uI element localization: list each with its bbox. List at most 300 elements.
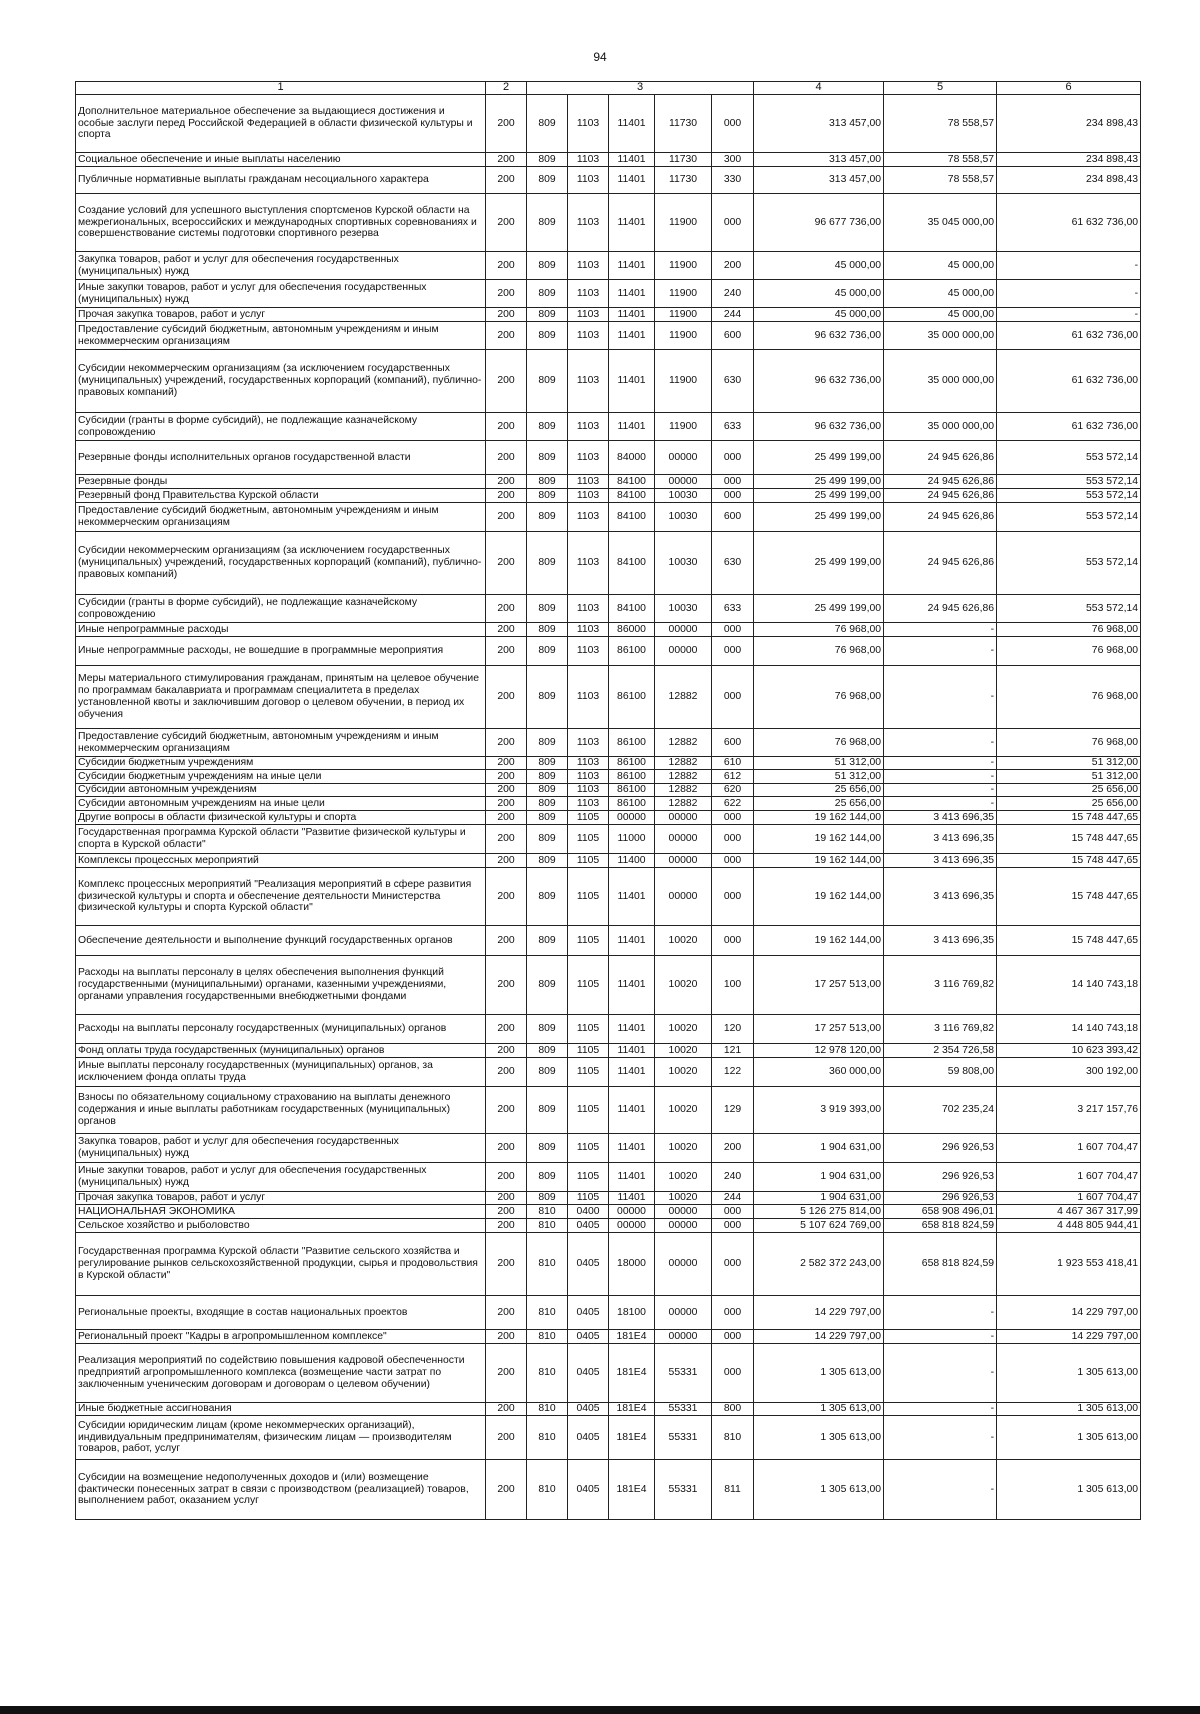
- row-code-section: 1103: [568, 280, 609, 308]
- row-code-program: 00000: [609, 1219, 655, 1233]
- row-code-expense-type: 000: [712, 854, 754, 868]
- row-value-executed: 59 808,00: [884, 1058, 997, 1087]
- row-code-chapter: 200: [486, 854, 527, 868]
- table-row: [76, 1296, 1141, 1330]
- row-name: Субсидии (гранты в форме субсидий), не подлежащие казначейскому сопровождению: [76, 595, 486, 623]
- table-row: [76, 1134, 1141, 1163]
- row-value-executed: 24 945 626,86: [884, 489, 997, 503]
- row-value-plan: 25 656,00: [754, 797, 884, 811]
- row-value-plan: 25 499 199,00: [754, 595, 884, 623]
- row-code-ministry: 809: [527, 1134, 568, 1163]
- row-code-ministry: 809: [527, 322, 568, 350]
- row-name: Субсидии некоммерческим организациям (за исключением государственных (муниципальных) учреждений, государственных корпораций (компаний), публично-правовых компаний): [76, 532, 486, 595]
- row-code-ministry: 809: [527, 1192, 568, 1205]
- row-name: Субсидии некоммерческим организациям (за исключением государственных (муниципальных) учреждений, государственных корпораций (компаний), публично-правовых компаний): [76, 350, 486, 413]
- row-code-program: 11401: [609, 1058, 655, 1087]
- row-code-ministry: 809: [527, 1163, 568, 1192]
- row-code-expense-type: 200: [712, 252, 754, 280]
- row-value-plan: 2 582 372 243,00: [754, 1233, 884, 1296]
- table-row: [76, 1233, 1141, 1296]
- row-name: Комплекс процессных мероприятий "Реализация мероприятий в сфере развития физической культуры и спорта и обеспечение деятельности Министерства физической культуры и спорта Курской области": [76, 868, 486, 926]
- row-code-ministry: 809: [527, 1058, 568, 1087]
- row-name: Государственная программа Курской области "Развитие сельского хозяйства и регулирование рынков сельскохозяйственной продукции, сырья и продовольствия в Курской области": [76, 1233, 486, 1296]
- row-code-ministry: 809: [527, 825, 568, 854]
- row-code-expense-type: 633: [712, 413, 754, 441]
- row-code-direction: 10020: [655, 1163, 712, 1192]
- row-value-executed: 3 413 696,35: [884, 868, 997, 926]
- row-value-executed: 35 000 000,00: [884, 322, 997, 350]
- row-value-remainder: 61 632 736,00: [997, 322, 1141, 350]
- row-code-chapter: 200: [486, 1163, 527, 1192]
- row-value-plan: 96 632 736,00: [754, 350, 884, 413]
- table-row: [76, 322, 1141, 350]
- row-code-chapter: 200: [486, 350, 527, 413]
- row-value-plan: 14 229 797,00: [754, 1330, 884, 1344]
- row-code-expense-type: 000: [712, 868, 754, 926]
- row-name: Публичные нормативные выплаты гражданам несоциального характера: [76, 167, 486, 194]
- row-code-chapter: 200: [486, 489, 527, 503]
- row-code-direction: 10020: [655, 1058, 712, 1087]
- table-row: [76, 595, 1141, 623]
- row-code-ministry: 809: [527, 757, 568, 770]
- row-code-expense-type: 620: [712, 784, 754, 797]
- row-code-chapter: 200: [486, 1015, 527, 1044]
- table-row: [76, 1330, 1141, 1344]
- row-value-remainder: -: [997, 308, 1141, 322]
- row-name: Субсидии бюджетным учреждениям: [76, 757, 486, 770]
- row-code-direction: 55331: [655, 1460, 712, 1520]
- row-code-section: 1103: [568, 770, 609, 784]
- table-row: [76, 637, 1141, 666]
- row-value-executed: 35 000 000,00: [884, 413, 997, 441]
- row-code-program: 00000: [609, 811, 655, 825]
- row-code-program: 00000: [609, 1205, 655, 1219]
- row-value-plan: 1 904 631,00: [754, 1163, 884, 1192]
- row-value-plan: 1 305 613,00: [754, 1460, 884, 1520]
- row-value-plan: 1 904 631,00: [754, 1192, 884, 1205]
- table-header-row: [76, 82, 1141, 95]
- row-code-direction: 12882: [655, 770, 712, 784]
- row-value-plan: 51 312,00: [754, 757, 884, 770]
- row-value-executed: 3 116 769,82: [884, 1015, 997, 1044]
- row-code-expense-type: 240: [712, 280, 754, 308]
- row-value-plan: 313 457,00: [754, 153, 884, 167]
- row-name: Субсидии автономным учреждениям: [76, 784, 486, 797]
- header-col-4: 4: [754, 82, 884, 95]
- row-value-remainder: 76 968,00: [997, 637, 1141, 666]
- row-value-executed: 45 000,00: [884, 308, 997, 322]
- row-code-program: 11401: [609, 868, 655, 926]
- row-code-section: 1105: [568, 956, 609, 1015]
- row-code-program: 11401: [609, 252, 655, 280]
- row-code-direction: 00000: [655, 811, 712, 825]
- row-code-section: 1103: [568, 308, 609, 322]
- row-value-executed: 24 945 626,86: [884, 532, 997, 595]
- row-value-executed: 3 116 769,82: [884, 956, 997, 1015]
- table-row: [76, 956, 1141, 1015]
- row-value-plan: 14 229 797,00: [754, 1296, 884, 1330]
- row-value-executed: 3 413 696,35: [884, 854, 997, 868]
- row-code-expense-type: 120: [712, 1015, 754, 1044]
- row-code-section: 1103: [568, 475, 609, 489]
- row-name: Расходы на выплаты персоналу государственных (муниципальных) органов: [76, 1015, 486, 1044]
- row-code-expense-type: 630: [712, 350, 754, 413]
- table-row: [76, 666, 1141, 729]
- row-name: Иные непрограммные расходы: [76, 623, 486, 637]
- row-value-plan: 17 257 513,00: [754, 1015, 884, 1044]
- row-code-section: 1105: [568, 1134, 609, 1163]
- row-code-chapter: 200: [486, 666, 527, 729]
- row-code-program: 11401: [609, 1192, 655, 1205]
- row-code-direction: 10020: [655, 1087, 712, 1134]
- row-value-remainder: 10 623 393,42: [997, 1044, 1141, 1058]
- row-code-direction: 00000: [655, 623, 712, 637]
- row-value-remainder: 76 968,00: [997, 729, 1141, 757]
- row-code-program: 11401: [609, 322, 655, 350]
- row-value-plan: 5 107 624 769,00: [754, 1219, 884, 1233]
- row-value-remainder: 234 898,43: [997, 167, 1141, 194]
- row-code-expense-type: 200: [712, 1134, 754, 1163]
- row-name: Региональные проекты, входящие в состав национальных проектов: [76, 1296, 486, 1330]
- row-code-expense-type: 121: [712, 1044, 754, 1058]
- row-code-chapter: 200: [486, 926, 527, 956]
- row-value-remainder: 14 229 797,00: [997, 1296, 1141, 1330]
- row-value-executed: 658 818 824,59: [884, 1219, 997, 1233]
- row-code-direction: 11900: [655, 194, 712, 252]
- row-code-expense-type: 000: [712, 825, 754, 854]
- table-row: [76, 441, 1141, 475]
- row-code-program: 86100: [609, 637, 655, 666]
- row-value-remainder: 1 923 553 418,41: [997, 1233, 1141, 1296]
- table-row: [76, 1044, 1141, 1058]
- row-value-remainder: 14 140 743,18: [997, 956, 1141, 1015]
- table-row: [76, 503, 1141, 532]
- row-code-program: 84100: [609, 595, 655, 623]
- row-value-plan: 17 257 513,00: [754, 956, 884, 1015]
- row-value-remainder: 25 656,00: [997, 797, 1141, 811]
- row-code-program: 181E4: [609, 1330, 655, 1344]
- row-name: Комплексы процессных мероприятий: [76, 854, 486, 868]
- row-code-section: 1103: [568, 729, 609, 757]
- row-code-ministry: 809: [527, 637, 568, 666]
- row-code-chapter: 200: [486, 1403, 527, 1416]
- row-code-chapter: 200: [486, 1134, 527, 1163]
- row-value-executed: 24 945 626,86: [884, 595, 997, 623]
- row-code-chapter: 200: [486, 1058, 527, 1087]
- row-code-section: 1105: [568, 854, 609, 868]
- row-code-section: 1103: [568, 489, 609, 503]
- table-row: [76, 784, 1141, 797]
- row-code-ministry: 809: [527, 956, 568, 1015]
- row-value-remainder: 15 748 447,65: [997, 868, 1141, 926]
- row-code-section: 1103: [568, 252, 609, 280]
- row-code-chapter: 200: [486, 784, 527, 797]
- row-code-program: 11000: [609, 825, 655, 854]
- row-code-program: 18100: [609, 1296, 655, 1330]
- row-value-executed: -: [884, 623, 997, 637]
- row-name: Меры материального стимулирования гражданам, принятым на целевое обучение по программам бакалавриата и программам специалитета в пределах установленной квоты и заключившим договор о целевом обучении, в период их обучения: [76, 666, 486, 729]
- row-value-executed: 658 818 824,59: [884, 1233, 997, 1296]
- row-value-executed: 658 908 496,01: [884, 1205, 997, 1219]
- row-code-direction: 00000: [655, 637, 712, 666]
- row-code-chapter: 200: [486, 770, 527, 784]
- row-value-plan: 25 499 199,00: [754, 441, 884, 475]
- row-name: Закупка товаров, работ и услуг для обеспечения государственных (муниципальных) нужд: [76, 1134, 486, 1163]
- row-code-chapter: 200: [486, 1205, 527, 1219]
- row-value-plan: 76 968,00: [754, 666, 884, 729]
- row-code-expense-type: 000: [712, 95, 754, 153]
- row-value-executed: -: [884, 729, 997, 757]
- row-code-program: 11401: [609, 167, 655, 194]
- row-code-program: 84100: [609, 475, 655, 489]
- row-code-section: 0405: [568, 1330, 609, 1344]
- row-code-chapter: 200: [486, 280, 527, 308]
- row-code-direction: 00000: [655, 475, 712, 489]
- table-row: [76, 770, 1141, 784]
- row-code-section: 1103: [568, 503, 609, 532]
- row-name: Прочая закупка товаров, работ и услуг: [76, 308, 486, 322]
- row-code-program: 11401: [609, 350, 655, 413]
- row-code-program: 18000: [609, 1233, 655, 1296]
- row-code-direction: 10030: [655, 489, 712, 503]
- row-code-section: 0405: [568, 1296, 609, 1330]
- table-row: [76, 475, 1141, 489]
- row-code-section: 1105: [568, 1192, 609, 1205]
- row-code-chapter: 200: [486, 308, 527, 322]
- row-code-section: 0405: [568, 1219, 609, 1233]
- row-code-direction: 00000: [655, 1219, 712, 1233]
- row-code-expense-type: 000: [712, 475, 754, 489]
- row-value-remainder: 1 607 704,47: [997, 1163, 1141, 1192]
- row-code-expense-type: 630: [712, 532, 754, 595]
- row-value-executed: 296 926,53: [884, 1134, 997, 1163]
- row-code-ministry: 810: [527, 1403, 568, 1416]
- row-code-program: 11401: [609, 280, 655, 308]
- row-value-executed: 45 000,00: [884, 252, 997, 280]
- row-name: Социальное обеспечение и иные выплаты населению: [76, 153, 486, 167]
- row-value-remainder: 15 748 447,65: [997, 926, 1141, 956]
- row-name: Региональный проект "Кадры в агропромышленном комплексе": [76, 1330, 486, 1344]
- table-row: [76, 252, 1141, 280]
- row-code-chapter: 200: [486, 595, 527, 623]
- row-code-chapter: 200: [486, 623, 527, 637]
- row-code-direction: 00000: [655, 868, 712, 926]
- row-name: Резервные фонды исполнительных органов государственной власти: [76, 441, 486, 475]
- row-value-plan: 51 312,00: [754, 770, 884, 784]
- table-row: [76, 280, 1141, 308]
- row-code-direction: 10030: [655, 532, 712, 595]
- row-code-section: 1105: [568, 1058, 609, 1087]
- row-code-expense-type: 330: [712, 167, 754, 194]
- row-code-expense-type: 100: [712, 956, 754, 1015]
- row-name: Создание условий для успешного выступления спортсменов Курской области на межрегиональных, всероссийских и международных спортивных соревнованиях и совершенствование системы подготовки спортивного резерва: [76, 194, 486, 252]
- row-value-remainder: 76 968,00: [997, 623, 1141, 637]
- row-code-ministry: 809: [527, 252, 568, 280]
- row-value-plan: 1 305 613,00: [754, 1344, 884, 1403]
- row-value-remainder: 76 968,00: [997, 666, 1141, 729]
- row-value-remainder: 51 312,00: [997, 757, 1141, 770]
- table-row: [76, 1087, 1141, 1134]
- row-code-ministry: 809: [527, 784, 568, 797]
- row-code-expense-type: 600: [712, 503, 754, 532]
- row-name: Предоставление субсидий бюджетным, автономным учреждениям и иным некоммерческим организациям: [76, 322, 486, 350]
- row-value-remainder: 1 305 613,00: [997, 1416, 1141, 1460]
- row-value-executed: 296 926,53: [884, 1192, 997, 1205]
- row-code-section: 0405: [568, 1416, 609, 1460]
- row-value-remainder: 3 217 157,76: [997, 1087, 1141, 1134]
- row-code-program: 84000: [609, 441, 655, 475]
- row-code-section: 0405: [568, 1233, 609, 1296]
- table-row: [76, 1460, 1141, 1520]
- table-row: [76, 194, 1141, 252]
- row-code-direction: 11730: [655, 95, 712, 153]
- row-code-ministry: 810: [527, 1460, 568, 1520]
- row-code-ministry: 810: [527, 1330, 568, 1344]
- row-code-ministry: 810: [527, 1344, 568, 1403]
- row-code-direction: 11730: [655, 153, 712, 167]
- table-row: [76, 1219, 1141, 1233]
- row-name: Иные непрограммные расходы, не вошедшие в программные мероприятия: [76, 637, 486, 666]
- row-name: Дополнительное материальное обеспечение за выдающиеся достижения и особые заслуги перед Российской Федерацией в области физической культуры и спорта: [76, 95, 486, 153]
- row-value-executed: 3 413 696,35: [884, 811, 997, 825]
- row-code-section: 1105: [568, 1163, 609, 1192]
- row-name: Сельское хозяйство и рыболовство: [76, 1219, 486, 1233]
- table-row: [76, 1058, 1141, 1087]
- row-code-expense-type: 244: [712, 308, 754, 322]
- row-code-section: 1105: [568, 825, 609, 854]
- row-name: Иные бюджетные ассигнования: [76, 1403, 486, 1416]
- row-code-program: 86000: [609, 623, 655, 637]
- row-code-chapter: 200: [486, 153, 527, 167]
- row-code-section: 1103: [568, 784, 609, 797]
- row-code-direction: 00000: [655, 854, 712, 868]
- table-row: [76, 868, 1141, 926]
- row-code-program: 11401: [609, 95, 655, 153]
- row-code-section: 1105: [568, 1015, 609, 1044]
- row-value-plan: 45 000,00: [754, 308, 884, 322]
- row-code-ministry: 809: [527, 308, 568, 322]
- row-name: Реализация мероприятий по содействию повышения кадровой обеспеченности предприятий агропромышленного комплекса (возмещение части затрат по заключенным ученическим договорам и договорам о целевом обучении): [76, 1344, 486, 1403]
- row-code-ministry: 809: [527, 595, 568, 623]
- table-row: [76, 413, 1141, 441]
- row-code-direction: 10020: [655, 1134, 712, 1163]
- table-row: [76, 797, 1141, 811]
- row-code-expense-type: 000: [712, 637, 754, 666]
- row-value-plan: 25 499 199,00: [754, 475, 884, 489]
- row-value-plan: 5 126 275 814,00: [754, 1205, 884, 1219]
- row-value-plan: 12 978 120,00: [754, 1044, 884, 1058]
- row-value-plan: 3 919 393,00: [754, 1087, 884, 1134]
- row-code-chapter: 200: [486, 1330, 527, 1344]
- table-row: [76, 153, 1141, 167]
- row-value-plan: 1 904 631,00: [754, 1134, 884, 1163]
- row-code-expense-type: 000: [712, 926, 754, 956]
- row-code-direction: 11900: [655, 252, 712, 280]
- row-code-section: 1105: [568, 868, 609, 926]
- row-code-direction: 12882: [655, 784, 712, 797]
- row-code-ministry: 809: [527, 666, 568, 729]
- row-code-chapter: 200: [486, 1087, 527, 1134]
- row-code-expense-type: 129: [712, 1087, 754, 1134]
- row-name: Субсидии автономным учреждениям на иные цели: [76, 797, 486, 811]
- row-code-ministry: 810: [527, 1219, 568, 1233]
- row-value-plan: 19 162 144,00: [754, 854, 884, 868]
- row-code-direction: 12882: [655, 729, 712, 757]
- row-code-chapter: 200: [486, 825, 527, 854]
- row-code-direction: 00000: [655, 1233, 712, 1296]
- row-value-remainder: -: [997, 252, 1141, 280]
- row-value-executed: 3 413 696,35: [884, 825, 997, 854]
- row-code-program: 86100: [609, 770, 655, 784]
- row-code-ministry: 809: [527, 797, 568, 811]
- row-value-remainder: 300 192,00: [997, 1058, 1141, 1087]
- row-code-direction: 00000: [655, 1330, 712, 1344]
- row-value-plan: 25 499 199,00: [754, 503, 884, 532]
- row-value-executed: -: [884, 784, 997, 797]
- row-code-ministry: 809: [527, 854, 568, 868]
- row-value-plan: 45 000,00: [754, 252, 884, 280]
- row-code-expense-type: 000: [712, 1296, 754, 1330]
- row-code-section: 1105: [568, 926, 609, 956]
- row-value-executed: -: [884, 1296, 997, 1330]
- row-code-section: 1103: [568, 637, 609, 666]
- row-code-ministry: 809: [527, 153, 568, 167]
- row-code-expense-type: 000: [712, 1330, 754, 1344]
- row-code-program: 181E4: [609, 1416, 655, 1460]
- row-code-expense-type: 810: [712, 1416, 754, 1460]
- row-code-program: 11401: [609, 1087, 655, 1134]
- row-code-program: 11401: [609, 926, 655, 956]
- row-value-executed: 702 235,24: [884, 1087, 997, 1134]
- row-value-executed: 78 558,57: [884, 167, 997, 194]
- row-value-remainder: -: [997, 280, 1141, 308]
- row-code-direction: 10020: [655, 1044, 712, 1058]
- row-code-chapter: 200: [486, 95, 527, 153]
- row-code-program: 11401: [609, 308, 655, 322]
- row-code-chapter: 200: [486, 956, 527, 1015]
- row-code-ministry: 809: [527, 489, 568, 503]
- row-code-chapter: 200: [486, 322, 527, 350]
- row-code-section: 1103: [568, 350, 609, 413]
- row-code-expense-type: 612: [712, 770, 754, 784]
- row-value-remainder: 61 632 736,00: [997, 413, 1141, 441]
- row-name: Субсидии (гранты в форме субсидий), не подлежащие казначейскому сопровождению: [76, 413, 486, 441]
- row-value-plan: 25 656,00: [754, 784, 884, 797]
- row-code-section: 1105: [568, 1044, 609, 1058]
- row-value-plan: 25 499 199,00: [754, 532, 884, 595]
- row-name: Взносы по обязательному социальному страхованию на выплаты денежного содержания и иные выплаты работникам государственных (муниципальных) органов: [76, 1087, 486, 1134]
- row-code-ministry: 809: [527, 1087, 568, 1134]
- row-code-direction: 10020: [655, 1015, 712, 1044]
- header-col-2: 2: [486, 82, 527, 95]
- row-code-expense-type: 000: [712, 194, 754, 252]
- row-name: Иные выплаты персоналу государственных (муниципальных) органов, за исключением фонда оплаты труда: [76, 1058, 486, 1087]
- row-code-ministry: 810: [527, 1416, 568, 1460]
- row-name: Обеспечение деятельности и выполнение функций государственных органов: [76, 926, 486, 956]
- table-row: [76, 1416, 1141, 1460]
- row-code-ministry: 810: [527, 1233, 568, 1296]
- row-value-executed: 296 926,53: [884, 1163, 997, 1192]
- table-row: [76, 825, 1141, 854]
- row-value-plan: 360 000,00: [754, 1058, 884, 1087]
- row-value-plan: 313 457,00: [754, 167, 884, 194]
- row-name: Закупка товаров, работ и услуг для обеспечения государственных (муниципальных) нужд: [76, 252, 486, 280]
- row-value-remainder: 1 305 613,00: [997, 1403, 1141, 1416]
- row-name: НАЦИОНАЛЬНАЯ ЭКОНОМИКА: [76, 1205, 486, 1219]
- header-col-6: 6: [997, 82, 1141, 95]
- row-value-plan: 19 162 144,00: [754, 811, 884, 825]
- row-code-direction: 11900: [655, 322, 712, 350]
